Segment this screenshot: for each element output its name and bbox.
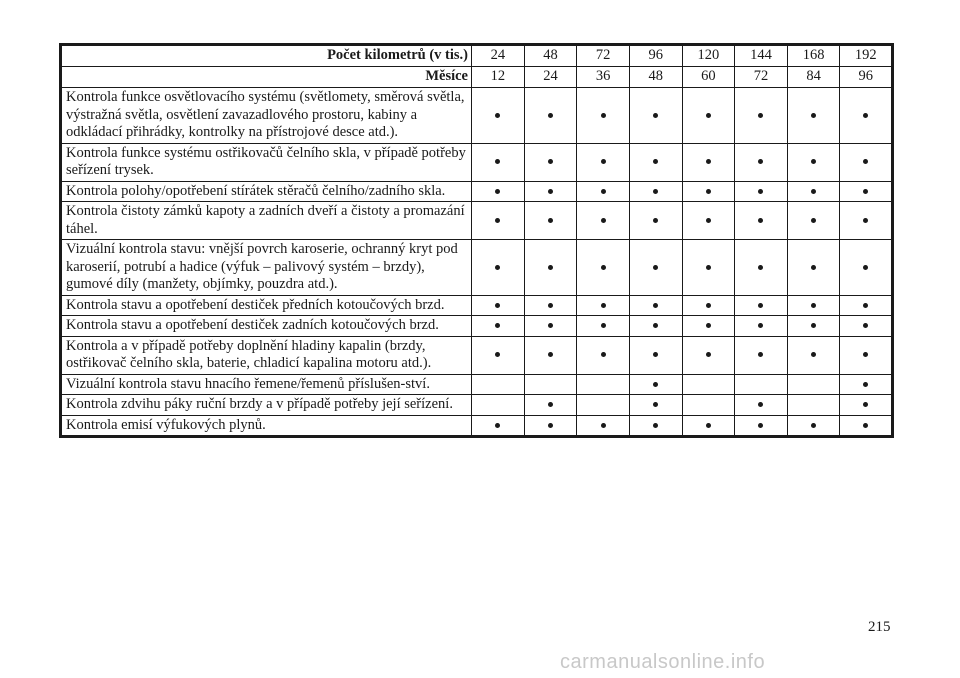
- interval-cell: [787, 374, 840, 395]
- bullet-icon: [758, 218, 763, 223]
- bullet-icon: [706, 218, 711, 223]
- interval-cell: [472, 395, 525, 416]
- interval-cell: [682, 181, 735, 202]
- bullet-icon: [706, 323, 711, 328]
- interval-cell: [682, 374, 735, 395]
- interval-cell: [524, 88, 577, 144]
- interval-cell: [577, 181, 630, 202]
- interval-cell: [577, 295, 630, 316]
- bullet-icon: [706, 265, 711, 270]
- month-value: 84: [787, 67, 840, 88]
- interval-cell: [840, 415, 893, 437]
- bullet-icon: [758, 265, 763, 270]
- task-description: Vizuální kontrola stavu hnacího řemene/řemenů příslušen-ství.: [61, 374, 472, 395]
- bullet-icon: [495, 303, 500, 308]
- months-label: Měsíce: [61, 67, 472, 88]
- bullet-icon: [548, 303, 553, 308]
- interval-cell: [682, 295, 735, 316]
- task-description: Kontrola polohy/opotřebení stírátek stěračů čelního/zadního skla.: [61, 181, 472, 202]
- table-row: [61, 143, 893, 181]
- interval-cell: [629, 240, 682, 296]
- bullet-icon: [495, 113, 500, 118]
- interval-cell: [629, 374, 682, 395]
- interval-cell: [840, 181, 893, 202]
- interval-cell: [787, 143, 840, 181]
- km-label: Počet kilometrů (v tis.): [61, 45, 472, 67]
- bullet-icon: [811, 303, 816, 308]
- bullet-icon: [811, 218, 816, 223]
- bullet-icon: [548, 423, 553, 428]
- interval-cell: [840, 295, 893, 316]
- interval-cell: [682, 415, 735, 437]
- table-row: [61, 240, 893, 296]
- bullet-icon: [863, 402, 868, 407]
- month-value: 96: [840, 67, 893, 88]
- bullet-icon: [863, 189, 868, 194]
- bullet-icon: [758, 352, 763, 357]
- interval-cell: [472, 202, 525, 240]
- interval-cell: [524, 181, 577, 202]
- bullet-icon: [601, 352, 606, 357]
- month-value: 72: [735, 67, 788, 88]
- interval-cell: [577, 336, 630, 374]
- interval-cell: [735, 181, 788, 202]
- bullet-icon: [706, 159, 711, 164]
- bullet-icon: [601, 113, 606, 118]
- month-value: 12: [472, 67, 525, 88]
- km-value: 120: [682, 45, 735, 67]
- interval-cell: [787, 202, 840, 240]
- bullet-icon: [601, 189, 606, 194]
- interval-cell: [629, 181, 682, 202]
- interval-cell: [577, 240, 630, 296]
- table-row: [61, 415, 893, 437]
- km-value: 72: [577, 45, 630, 67]
- bullet-icon: [811, 352, 816, 357]
- interval-cell: [787, 295, 840, 316]
- bullet-icon: [706, 423, 711, 428]
- interval-cell: [577, 202, 630, 240]
- bullet-icon: [706, 113, 711, 118]
- table-row: [61, 336, 893, 374]
- km-value: 96: [629, 45, 682, 67]
- months-header-row: [61, 67, 893, 88]
- bullet-icon: [863, 423, 868, 428]
- bullet-icon: [653, 265, 658, 270]
- interval-cell: [629, 202, 682, 240]
- interval-cell: [577, 415, 630, 437]
- bullet-icon: [811, 265, 816, 270]
- interval-cell: [472, 181, 525, 202]
- interval-cell: [524, 295, 577, 316]
- bullet-icon: [495, 218, 500, 223]
- interval-cell: [735, 336, 788, 374]
- bullet-icon: [811, 423, 816, 428]
- month-value: 24: [524, 67, 577, 88]
- bullet-icon: [863, 382, 868, 387]
- schedule-body: [61, 45, 893, 437]
- bullet-icon: [811, 113, 816, 118]
- km-value: 144: [735, 45, 788, 67]
- km-value: 168: [787, 45, 840, 67]
- bullet-icon: [758, 303, 763, 308]
- table-row: [61, 202, 893, 240]
- bullet-icon: [548, 189, 553, 194]
- interval-cell: [787, 336, 840, 374]
- bullet-icon: [863, 218, 868, 223]
- bullet-icon: [495, 352, 500, 357]
- interval-cell: [787, 395, 840, 416]
- interval-cell: [840, 336, 893, 374]
- interval-cell: [577, 88, 630, 144]
- bullet-icon: [495, 323, 500, 328]
- interval-cell: [472, 336, 525, 374]
- bullet-icon: [601, 323, 606, 328]
- interval-cell: [735, 374, 788, 395]
- interval-cell: [524, 316, 577, 337]
- interval-cell: [840, 374, 893, 395]
- interval-cell: [472, 88, 525, 144]
- interval-cell: [840, 202, 893, 240]
- km-header-row: [61, 45, 893, 67]
- bullet-icon: [653, 402, 658, 407]
- interval-cell: [682, 143, 735, 181]
- interval-cell: [629, 395, 682, 416]
- bullet-icon: [601, 159, 606, 164]
- bullet-icon: [863, 352, 868, 357]
- bullet-icon: [653, 113, 658, 118]
- interval-cell: [787, 415, 840, 437]
- table-row: [61, 316, 893, 337]
- bullet-icon: [863, 113, 868, 118]
- page-number: 215: [868, 619, 891, 635]
- interval-cell: [524, 336, 577, 374]
- km-value: 192: [840, 45, 893, 67]
- interval-cell: [472, 316, 525, 337]
- interval-cell: [735, 143, 788, 181]
- bullet-icon: [863, 265, 868, 270]
- task-description: Kontrola funkce systému ostřikovačů čelního skla, v případě potřeby seřízení trysek.: [61, 143, 472, 181]
- bullet-icon: [495, 159, 500, 164]
- table-row: [61, 295, 893, 316]
- interval-cell: [787, 316, 840, 337]
- bullet-icon: [653, 159, 658, 164]
- task-description: Vizuální kontrola stavu: vnější povrch karoserie, ochranný kryt pod karoserií, potrubí a hadice (výfuk – palivový systém – brzdy), gumové díly (manžety, objímky, pouzdra atd.).: [61, 240, 472, 296]
- bullet-icon: [653, 423, 658, 428]
- interval-cell: [629, 88, 682, 144]
- task-description: Kontrola zdvihu páky ruční brzdy a v případě potřeby její seřízení.: [61, 395, 472, 416]
- table-row: [61, 181, 893, 202]
- interval-cell: [840, 316, 893, 337]
- bullet-icon: [653, 189, 658, 194]
- task-description: Kontrola emisí výfukových plynů.: [61, 415, 472, 437]
- interval-cell: [524, 202, 577, 240]
- bullet-icon: [758, 159, 763, 164]
- table-row: [61, 395, 893, 416]
- interval-cell: [472, 374, 525, 395]
- interval-cell: [524, 415, 577, 437]
- interval-cell: [472, 143, 525, 181]
- task-description: Kontrola čistoty zámků kapoty a zadních dveří a čistoty a promazání táhel.: [61, 202, 472, 240]
- month-value: 48: [629, 67, 682, 88]
- bullet-icon: [548, 218, 553, 223]
- maintenance-schedule-table: [59, 43, 894, 438]
- interval-cell: [577, 316, 630, 337]
- bullet-icon: [811, 189, 816, 194]
- interval-cell: [840, 395, 893, 416]
- interval-cell: [840, 143, 893, 181]
- bullet-icon: [758, 402, 763, 407]
- interval-cell: [472, 415, 525, 437]
- interval-cell: [524, 143, 577, 181]
- interval-cell: [682, 336, 735, 374]
- interval-cell: [840, 88, 893, 144]
- bullet-icon: [495, 265, 500, 270]
- task-description: Kontrola stavu a opotřebení destiček předních kotoučových brzd.: [61, 295, 472, 316]
- interval-cell: [840, 240, 893, 296]
- bullet-icon: [706, 189, 711, 194]
- interval-cell: [787, 88, 840, 144]
- interval-cell: [735, 88, 788, 144]
- interval-cell: [735, 295, 788, 316]
- task-description: Kontrola stavu a opotřebení destiček zadních kotoučových brzd.: [61, 316, 472, 337]
- month-value: 36: [577, 67, 630, 88]
- interval-cell: [735, 202, 788, 240]
- bullet-icon: [601, 265, 606, 270]
- bullet-icon: [863, 159, 868, 164]
- interval-cell: [682, 202, 735, 240]
- interval-cell: [629, 295, 682, 316]
- bullet-icon: [863, 303, 868, 308]
- bullet-icon: [548, 352, 553, 357]
- interval-cell: [629, 143, 682, 181]
- bullet-icon: [863, 323, 868, 328]
- bullet-icon: [548, 323, 553, 328]
- interval-cell: [472, 240, 525, 296]
- interval-cell: [735, 395, 788, 416]
- bullet-icon: [653, 352, 658, 357]
- bullet-icon: [706, 303, 711, 308]
- interval-cell: [629, 336, 682, 374]
- interval-cell: [787, 240, 840, 296]
- interval-cell: [682, 88, 735, 144]
- bullet-icon: [653, 303, 658, 308]
- task-description: Kontrola a v případě potřeby doplnění hladiny kapalin (brzdy, ostřikovač čelního skla, baterie, chladicí kapalina motoru atd.).: [61, 336, 472, 374]
- interval-cell: [682, 395, 735, 416]
- interval-cell: [472, 295, 525, 316]
- interval-cell: [735, 415, 788, 437]
- bullet-icon: [653, 382, 658, 387]
- bullet-icon: [548, 265, 553, 270]
- bullet-icon: [758, 323, 763, 328]
- interval-cell: [629, 415, 682, 437]
- bullet-icon: [653, 323, 658, 328]
- bullet-icon: [758, 113, 763, 118]
- bullet-icon: [548, 402, 553, 407]
- km-value: 24: [472, 45, 525, 67]
- bullet-icon: [811, 323, 816, 328]
- watermark: carmanualsonline.info: [560, 651, 766, 673]
- bullet-icon: [706, 352, 711, 357]
- bullet-icon: [601, 303, 606, 308]
- interval-cell: [577, 374, 630, 395]
- interval-cell: [682, 240, 735, 296]
- interval-cell: [735, 240, 788, 296]
- bullet-icon: [548, 113, 553, 118]
- interval-cell: [577, 143, 630, 181]
- interval-cell: [524, 374, 577, 395]
- table-row: [61, 88, 893, 144]
- task-description: Kontrola funkce osvětlovacího systému (světlomety, směrová světla, výstražná světla, osvětlení zavazadlového prostoru, kabiny a odkládací přihrádky, kontrolky na přístrojové desce atd.).: [61, 88, 472, 144]
- interval-cell: [629, 316, 682, 337]
- interval-cell: [682, 316, 735, 337]
- bullet-icon: [601, 218, 606, 223]
- interval-cell: [524, 395, 577, 416]
- table-row: [61, 374, 893, 395]
- bullet-icon: [653, 218, 658, 223]
- bullet-icon: [495, 189, 500, 194]
- interval-cell: [577, 395, 630, 416]
- bullet-icon: [758, 423, 763, 428]
- bullet-icon: [495, 423, 500, 428]
- bullet-icon: [601, 423, 606, 428]
- km-value: 48: [524, 45, 577, 67]
- interval-cell: [524, 240, 577, 296]
- bullet-icon: [758, 189, 763, 194]
- bullet-icon: [548, 159, 553, 164]
- bullet-icon: [811, 159, 816, 164]
- interval-cell: [787, 181, 840, 202]
- interval-cell: [735, 316, 788, 337]
- month-value: 60: [682, 67, 735, 88]
